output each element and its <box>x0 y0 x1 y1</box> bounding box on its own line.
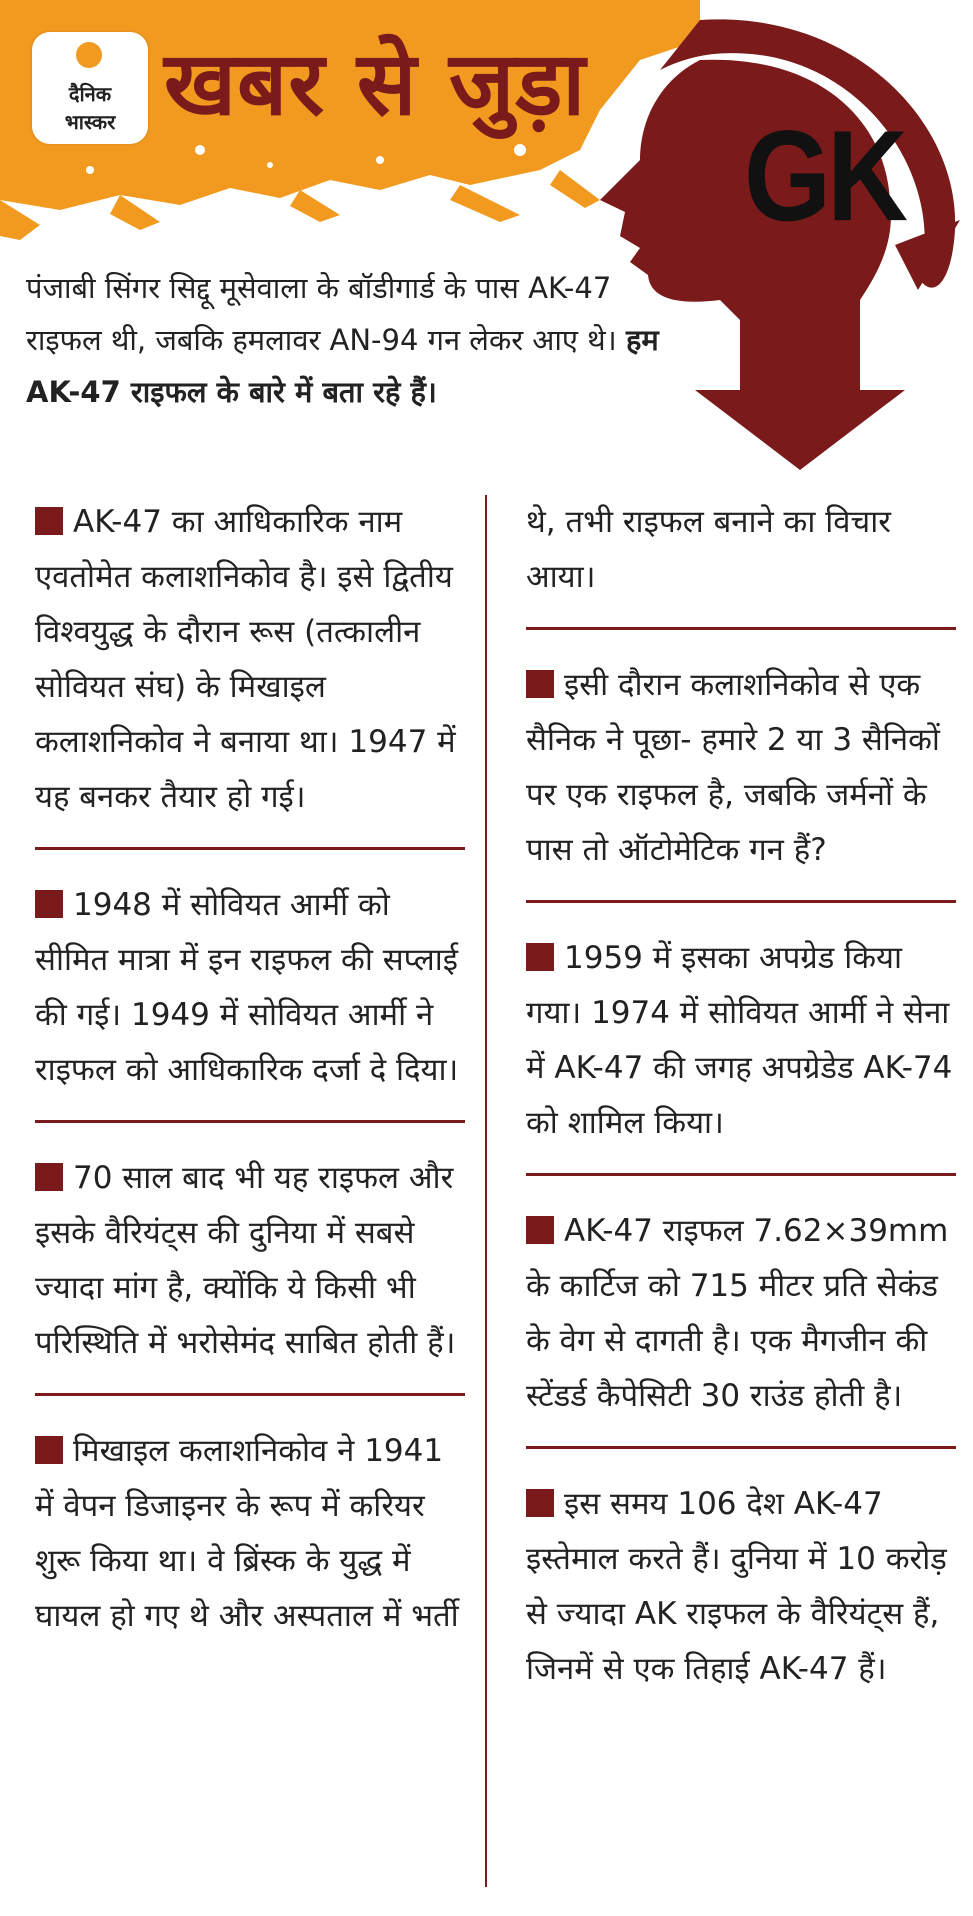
gk-badge: GK <box>744 103 904 248</box>
left-para-4-text: मिखाइल कलाशनिकोव ने 1941 में वेपन डिजाइनर के रूप में करियर शुरू किया था। वे ब्रिंस्क के युद्ध में घायल हो गए थे और अस्पताल में भर्ती <box>35 1433 459 1634</box>
intro-bold: हम AK-47 राइफल के बारे में बता रहे हैं। <box>26 323 659 409</box>
right-para-2-text: इसी दौरान कलाशनिकोव से एक सैनिक ने पूछा- हमारे 2 या 3 सैनिकों पर एक राइफल है, जबकि जर्मनों के पास तो ऑटोमेटिक गन हैं? <box>526 667 940 868</box>
column-divider <box>485 495 487 1887</box>
dainik-bhaskar-logo <box>32 32 148 144</box>
right-para-5 <box>526 1449 956 1697</box>
left-para-4 <box>35 1396 465 1644</box>
right-para-3 <box>526 903 956 1173</box>
sun-icon <box>76 42 102 68</box>
bullet-square-icon <box>526 1489 554 1517</box>
intro-text: पंजाबी सिंगर सिद्दू मूसेवाला के बॉडीगार्ड के पास AK-47 राइफल थी, जबकि हमलावर AN-94 गन लेकर आए थे। <box>26 271 617 357</box>
headline: खबर से जुड़ा <box>164 32 587 135</box>
left-para-2-text: 1948 में सोवियत आर्मी को सीमित मात्रा में इन राइफल की सप्लाई की गई। 1949 में सोवियत आर्मी ने राइफल को आधिकारिक दर्जा दे दिया। <box>35 887 459 1088</box>
right-para-4-text: AK-47 राइफल 7.62×39mm के कार्टिज को 715 मीटर प्रति सेकंड के वेग से दागती है। एक मैगजीन की स्टेंडर्ड कैपेसिटी 30 राउंड होती है। <box>526 1213 949 1414</box>
bullet-square-icon <box>526 943 554 971</box>
right-column <box>526 495 956 1697</box>
bullet-square-icon <box>526 670 554 698</box>
left-para-3 <box>35 1123 465 1393</box>
right-para-1-text: थे, तभी राइफल बनाने का विचार आया। <box>526 504 891 595</box>
bullet-square-icon <box>35 507 63 535</box>
logo-line-2: भास्कर <box>64 110 116 134</box>
left-column <box>35 495 465 1644</box>
right-para-4 <box>526 1176 956 1446</box>
right-para-3-text: 1959 में इसका अपग्रेड किया गया। 1974 में सोवियत आर्मी ने सेना में AK-47 की जगह अपग्रेडेड AK-74 को शामिल किया। <box>526 940 953 1141</box>
left-para-2 <box>35 850 465 1120</box>
logo-line-1: दैनिक <box>68 82 112 106</box>
bullet-square-icon <box>35 1436 63 1464</box>
right-para-2 <box>526 630 956 900</box>
bullet-square-icon <box>35 1163 63 1191</box>
left-para-1 <box>35 495 465 847</box>
right-para-1 <box>526 495 956 627</box>
right-para-5-text: इस समय 106 देश AK-47 इस्तेमाल करते हैं। दुनिया में 10 करोड़ से ज्यादा AK राइफल के वैरियंट्स हैं, जिनमें से एक तिहाई AK-47 हैं। <box>526 1486 947 1687</box>
intro-paragraph <box>26 262 666 418</box>
left-para-1-text: AK-47 का आधिकारिक नाम एवतोमेत कलाशनिकोव है। इसे द्वितीय विश्वयुद्ध के दौरान रूस (तत्कालीन सोवियत संघ) के मिखाइल कलाशनिकोव ने बनाया था। 1947 में यह बनकर तैयार हो गई। <box>35 504 456 815</box>
left-para-3-text: 70 साल बाद भी यह राइफल और इसके वैरियंट्स की दुनिया में सबसे ज्यादा मांग है, क्योंकि ये किसी भी परिस्थिति में भरोसेमंद साबित होती हैं। <box>35 1160 456 1361</box>
bullet-square-icon <box>35 890 63 918</box>
bullet-square-icon <box>526 1216 554 1244</box>
